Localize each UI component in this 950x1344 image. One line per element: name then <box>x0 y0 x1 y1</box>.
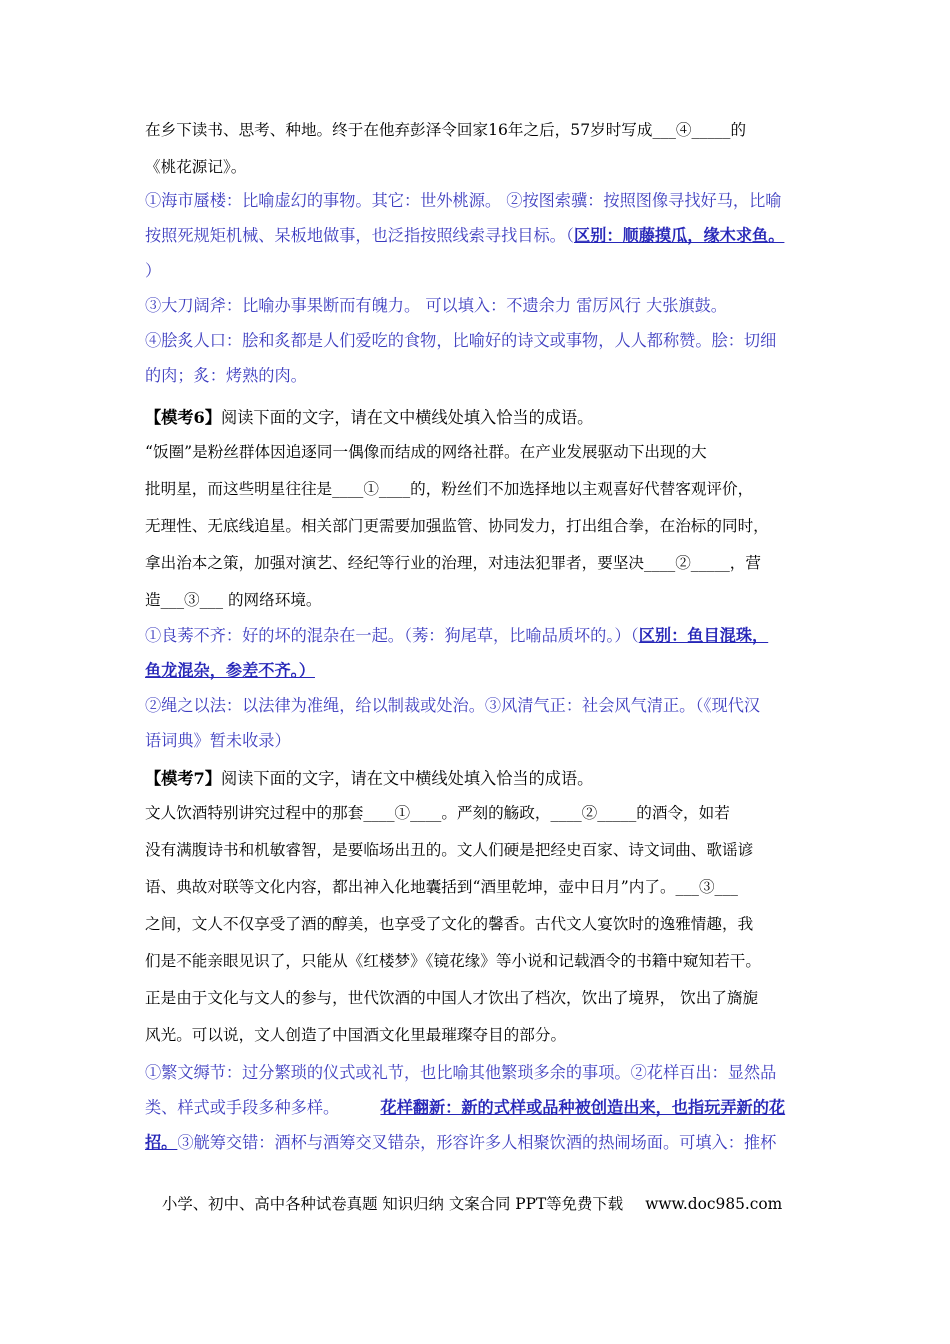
answer-block-6 <box>145 618 810 758</box>
answer-line: ①繁文缛节：过分繁琐的仪式或礼节，也比喻其他繁琐多余的事项。②花样百出：显然品 <box>145 1063 777 1082</box>
text: ，营 <box>729 554 761 572</box>
answer-line: ④脍炙人口：脍和炙都是人们爱吃的食物，比喻好的诗文或事物，人人都称赞。脍：切细 <box>145 331 777 350</box>
distinction-note: 区别：顺藤摸瓜，缘木求鱼。 <box>573 226 785 245</box>
answer-line <box>145 653 810 688</box>
mock-7-passage <box>145 795 810 1054</box>
text: 按照死规矩机械、呆板地做事，也泛指按照线索寻找目标。（ <box>145 226 574 245</box>
answer-line <box>145 618 810 653</box>
answer-line: ③大刀阔斧：比喻办事果断而有魄力。 可以填入：不遗余力 雷厉风行 大张旗鼓。 <box>145 296 727 315</box>
text: 的 <box>730 121 747 139</box>
text: 在乡下读书、思考、种地。终于在他弃彭泽令回家16年之后，57岁时写成 <box>145 121 653 139</box>
passage-line <box>145 869 810 906</box>
answer-block-7 <box>145 1055 810 1160</box>
passage-line <box>145 112 810 149</box>
answer-line <box>145 1125 810 1160</box>
blank-1: ____①____ <box>332 480 411 498</box>
blank-3: ___③___ <box>160 591 223 609</box>
text: 的，粉丝们不加选择地以主观喜好代替客观评价， <box>410 480 754 498</box>
answer-line <box>145 1090 810 1125</box>
passage-line: 没有满腹诗书和机敏睿智，是要临场出丑的。文人们硬是把经史百家、诗文词曲、歌谣谚 <box>145 841 754 859</box>
distinction-note: 鱼龙混杂，参差不齐。） <box>145 661 315 680</box>
answer-line: ②绳之以法：以法律为准绳，给以制裁或处治。③风清气正：社会风气清正。（《现代汉 <box>145 696 761 715</box>
question-tag: 【模考6】 <box>145 408 222 427</box>
passage-line: 风光。可以说，文人创造了中国酒文化里最璀璨夺目的部分。 <box>145 1026 567 1044</box>
answer-line <box>145 218 810 253</box>
question-tag: 【模考7】 <box>145 769 222 788</box>
distinction-note: 区别：鱼目混珠， <box>638 626 769 645</box>
text: ③觥筹交错：酒杯与酒筹交叉错杂，形容许多人相聚饮酒的热闹场面。可填入：推杯 <box>177 1133 777 1152</box>
question-prompt: 阅读下面的文字，请在文中横线处填入恰当的成语。 <box>221 769 594 788</box>
answer-line: ①海市蜃楼：比喻虚幻的事物。其它：世外桃源。 ②按图索骥：按照图像寻找好马，比喻 <box>145 191 782 210</box>
passage-line <box>145 582 810 619</box>
blank-2: ____②_____ <box>550 804 637 822</box>
text: 批明星，而这些明星往往是 <box>145 480 333 498</box>
passage-line <box>145 795 810 832</box>
blank-3: ___③___ <box>675 878 738 896</box>
answer-block-5 <box>145 183 810 393</box>
mock-6-passage <box>145 434 810 619</box>
distinction-note: 花样翻新：新的式样或品种被创造出来，也指玩弄新的花 <box>380 1098 786 1117</box>
answer-line: 语词典》暂未收录） <box>145 731 291 750</box>
passage-line: 之间，文人不仅享受了酒的醇美，也享受了文化的馨香。古代文人宴饮时的逸雅情趣，我 <box>145 915 754 933</box>
answer-line: ） <box>145 261 162 280</box>
text: 类、样式或手段多种多样。 <box>145 1098 381 1117</box>
passage-top <box>145 112 810 186</box>
passage-line: 正是由于文化与文人的参与，世代饮酒的中国人才饮出了档次，饮出了境界， 饮出了旖旎 <box>145 989 759 1007</box>
passage-line <box>145 545 810 582</box>
text: 。严刻的觞政， <box>441 804 551 822</box>
text: 造 <box>145 591 161 609</box>
text: 拿出治本之策，加强对演艺、经纪等行业的治理，对违法犯罪者，要坚决 <box>145 554 645 572</box>
footer-text: 小学、初中、高中各种试卷真题 知识归纳 文案合同 PPT等免费下载 <box>162 1195 624 1213</box>
passage-line: 们是不能亲眼见识了，只能从《红楼梦》《镜花缘》等小说和记载酒令的书籍中窥知若干。 <box>145 952 761 970</box>
passage-line: “饭圈”是粉丝群体因追逐同一偶像而结成的网络社群。在产业发展驱动下出现的大 <box>145 443 707 461</box>
text: ①良莠不齐：好的坏的混杂在一起。（莠：狗尾草，比喻品质坏的。）（ <box>145 626 639 645</box>
text: 的酒令，如若 <box>636 804 730 822</box>
blank-4: ___④_____ <box>652 121 731 139</box>
blank-2: ____②_____ <box>644 554 730 572</box>
text: 的网络环境。 <box>223 591 322 609</box>
passage-line <box>145 471 810 508</box>
answer-line: 的肉；炙：烤熟的肉。 <box>145 366 307 385</box>
footer-url[interactable]: www.doc985.com <box>645 1195 783 1213</box>
question-prompt: 阅读下面的文字，请在文中横线处填入恰当的成语。 <box>221 408 594 427</box>
page-footer <box>162 1192 782 1214</box>
mock-6-heading <box>145 403 810 433</box>
distinction-note: 招。 <box>145 1133 178 1152</box>
passage-line: 《桃花源记》。 <box>145 158 247 176</box>
text: 文人饮酒特别讲究过程中的那套 <box>145 804 364 822</box>
passage-line: 无理性、无底线追星。相关部门更需要加强监管、协同发力，打出组合拳，在治标的同时， <box>145 517 769 535</box>
blank-1: ____①____ <box>363 804 442 822</box>
text: 语、典故对联等文化内容，都出神入化地囊括到“酒里乾坤，壶中日月”内了。 <box>145 878 676 896</box>
mock-7-heading <box>145 764 810 794</box>
